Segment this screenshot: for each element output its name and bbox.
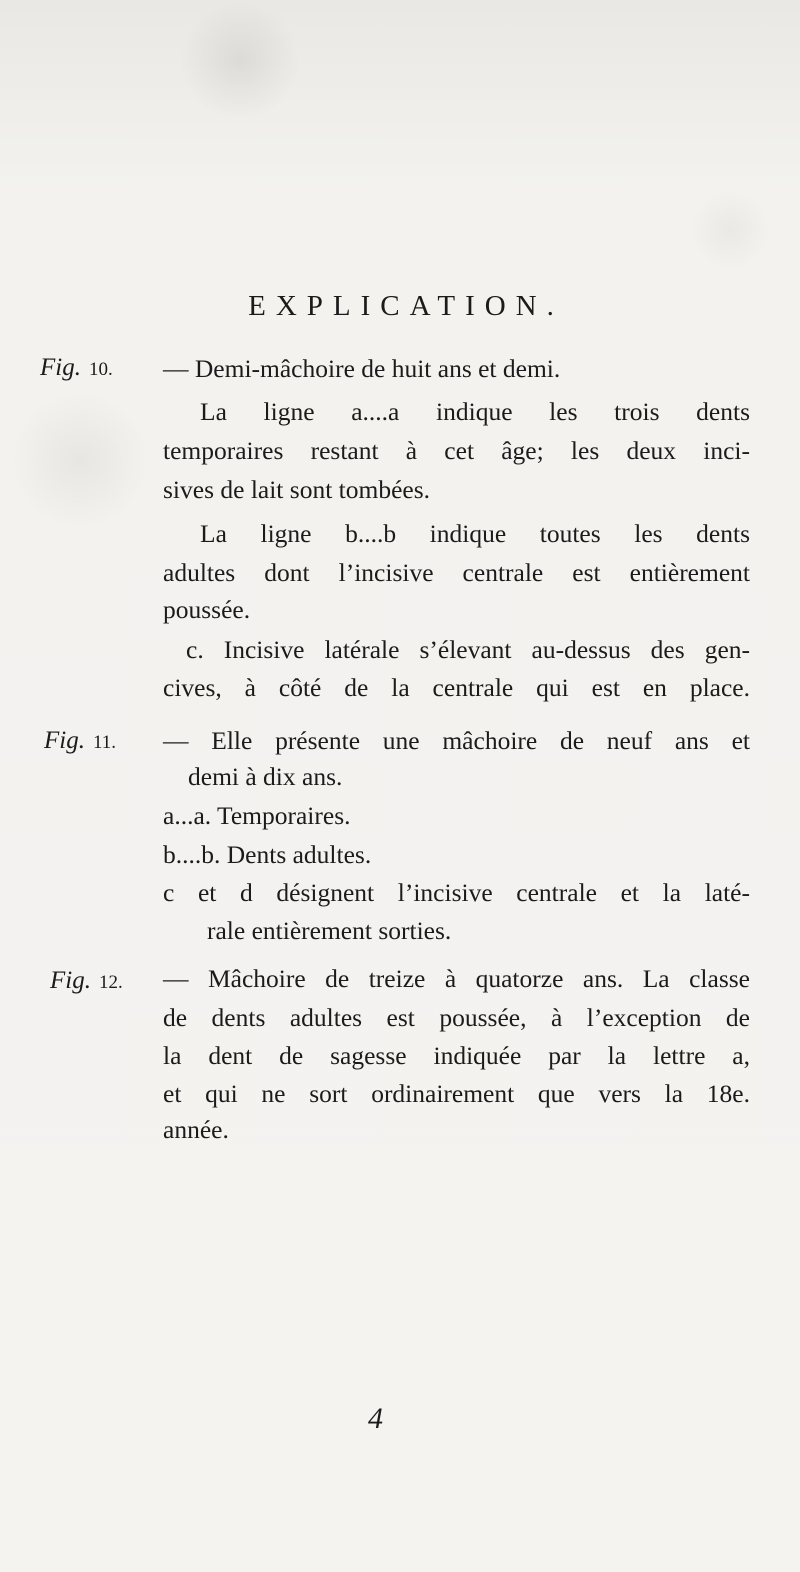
fig-11-line: rale entièrement sorties. (207, 916, 452, 945)
fig-10-line: La ligne a....a indique les trois dents (200, 397, 750, 426)
fig-11-number: 11. (92, 732, 117, 753)
fig-11-label (44, 727, 116, 755)
fig-10-number: 10. (88, 359, 113, 380)
fig-12-line: — Mâchoire de treize à quatorze ans. La classe (163, 964, 750, 993)
fig-11-line: — Elle présente une mâchoire de neuf ans et (163, 726, 750, 755)
fig-10-label (40, 354, 113, 382)
fig-12-label (50, 967, 123, 995)
fig-12-number: 12. (98, 972, 123, 993)
fig-11-line: demi à dix ans. (188, 762, 343, 791)
fig-10-line: sives de lait sont tombées. (163, 475, 431, 504)
fig-12-line: de dents adultes est poussée, à l’exception de (163, 1003, 750, 1032)
fig-10-line: poussée. (163, 595, 251, 624)
fig-10-label-text: Fig. (40, 354, 81, 381)
page-title: EXPLICATION. (248, 290, 564, 322)
fig-11-line: a...a. Temporaires. (163, 801, 351, 830)
fig-12-line: la dent de sagesse indiquée par la lettre a, (163, 1041, 750, 1070)
fig-10-line: — Demi-mâchoire de huit ans et demi. (163, 354, 561, 383)
fig-10-line: temporaires restant à cet âge; les deux inci- (163, 436, 750, 465)
fig-12-label-text: Fig. (50, 967, 91, 994)
fig-11-line: c et d désignent l’incisive centrale et la laté- (163, 878, 750, 907)
fig-11-line: b....b. Dents adultes. (163, 840, 372, 869)
fig-10-line: adultes dont l’incisive centrale est entièrement (163, 558, 750, 587)
fig-10-line: c. Incisive latérale s’élevant au-dessus des gen- (186, 635, 750, 664)
fig-10-line: La ligne b....b indique toutes les dents (200, 519, 750, 548)
fig-12-line: et qui ne sort ordinairement que vers la 18e. (163, 1079, 750, 1108)
fig-11-label-text: Fig. (44, 727, 85, 754)
fig-10-line: cives, à côté de la centrale qui est en place. (163, 673, 750, 702)
page-number: 4 (368, 1402, 383, 1435)
fig-12-line: année. (163, 1115, 229, 1144)
